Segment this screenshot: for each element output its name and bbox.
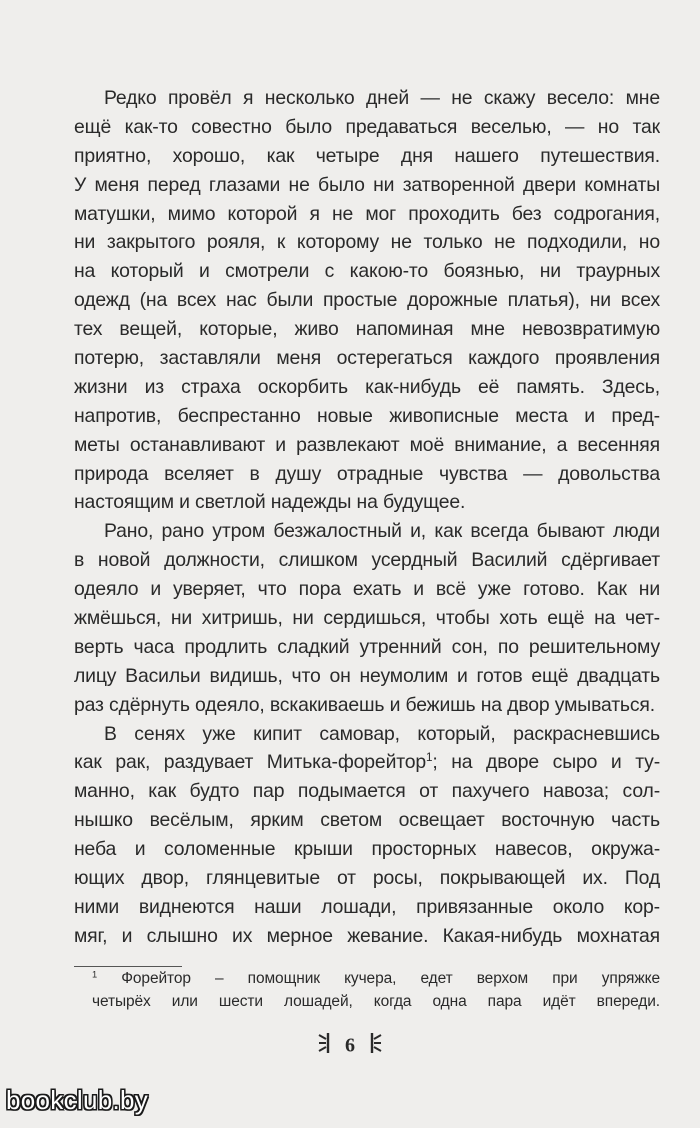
page-footer	[0, 1032, 700, 1060]
text-line: ющих двор, глянцевитые от росы, покрывающей их. Под	[74, 867, 660, 890]
text-line: ещё как-то совестно было предаваться веселью, — но так	[74, 115, 660, 138]
text-line: природа вселяет в душу отрадные чувства — довольства	[74, 462, 660, 485]
text-line: потерю, заставляли меня остерегаться каждого проявления	[74, 347, 660, 370]
text-line: мяг, и слышно их мерное жевание. Какая-нибудь мохнатая	[74, 924, 660, 947]
text-line: манно, как будто пар подымается от пахучего навоза; сол-	[74, 780, 660, 803]
footnote-line	[74, 991, 660, 1014]
text-line: Редко провёл я несколько дней — не скажу весело: мне	[104, 87, 660, 109]
text-line: приятно, хорошо, как четыре дня нашего путешествия.	[74, 144, 660, 167]
text-line: напротив, беспрестанно новые живописные места и пред-	[74, 404, 660, 427]
text-line: в новой должности, слишком усердный Василий сдёргивает	[74, 549, 660, 572]
text-line: У меня перед глазами не было ни затворенной двери комнаты	[74, 173, 660, 196]
footnote	[74, 968, 660, 1013]
text-line: тех вещей, которые, живо напоминая мне невозвратимую	[74, 318, 660, 341]
text-line: жмёшься, ни хитришь, ни сердишься, чтобы хоть ещё на чет-	[74, 607, 660, 630]
body-text	[74, 84, 660, 951]
text-line: раз сдёрнуть одеяло, вскакиваешь и бежишь на двор умываться.	[74, 693, 656, 716]
text-line: настоящим и светлой надежды на будущее.	[74, 491, 466, 514]
footnote-line	[74, 968, 660, 991]
text-line: на который и смотрели с какою-то боязнью, ни траурных	[74, 260, 660, 283]
footnote-definition: – помощник кучера, едет верхом при упряжке	[190, 970, 660, 987]
page-number: 6	[345, 1034, 355, 1057]
footnote-marker: 1	[92, 969, 98, 980]
text-line: ними виднеются наши лошади, привязанные около кор-	[74, 895, 660, 918]
text-line: ни закрытого рояля, к которому не только не подходили, но	[74, 231, 660, 254]
footnote-ref: 1	[426, 751, 433, 765]
right-ornament-icon	[367, 1032, 383, 1060]
text-line: Рано, рано утром безжалостный и, как всегда бывают люди	[104, 520, 660, 543]
text-line: меты останавливают и развлекают моё внимание, а весенняя	[74, 433, 660, 456]
text-line: нышко весёлым, ярким светом освещает восточную часть	[74, 809, 660, 832]
left-ornament-icon	[317, 1032, 333, 1060]
text-line: одеяло и уверяет, что пора ехать и всё уже готово. Как ни	[74, 578, 660, 601]
watermark: bookclub.by	[6, 1085, 149, 1115]
text-line: жизни из страха оскорбить как-нибудь её память. Здесь,	[74, 375, 660, 398]
text-line: как рак, раздувает Митька-форейтор$^1$; на дворе сыро и ту-	[74, 751, 660, 774]
text-line: одежд (на всех нас были простые дорожные платья), ни всех	[74, 289, 660, 312]
footnote-definition-cont: четырёх или шести лошадей, когда одна пара идёт впереди.	[92, 992, 660, 1010]
text-line: неба и соломенные крыши просторных навесов, окружа-	[74, 838, 660, 861]
text-line: верть часа продлить сладкий утренний сон, по решительному	[74, 635, 660, 658]
footnote-divider	[74, 966, 182, 967]
text-line: матушки, мимо которой я не мог проходить без содрогания,	[74, 202, 660, 225]
text-line: В сенях уже кипит самовар, который, раскрасневшись	[104, 722, 660, 745]
text-line: лицу Васильи видишь, что он неумолим и готов ещё двадцать	[74, 664, 660, 687]
footnote-term: Форейтор	[121, 970, 191, 987]
